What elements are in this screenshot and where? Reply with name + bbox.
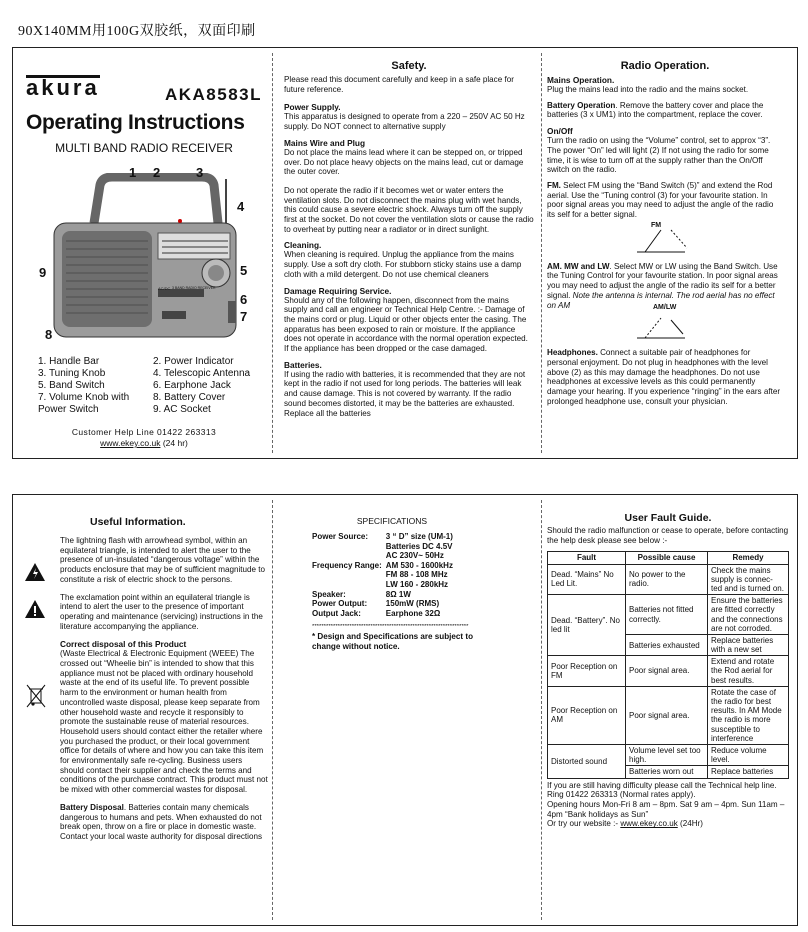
useful-info-panel [22, 516, 268, 866]
page-title: Operating Instructions [26, 111, 245, 134]
table-row: Poor Reception on AM Poor signal area. Rotate the case of the radio for best results. In AM Mode the radio is more susceptible to interference [548, 686, 789, 744]
fold-line [272, 53, 273, 453]
specs-note: * Design and Specifications are subject to change without notice. [312, 632, 474, 652]
callout-4: 4 [237, 199, 245, 214]
help-website: www.ekey.co.uk (24 hr) [100, 438, 188, 448]
radio-band-label: AC/DC [158, 286, 171, 291]
specifications-panel [312, 516, 538, 656]
fm-antenna-diagram: FM [547, 220, 783, 258]
section-body: Do not place the mains lead where it can be stepped on, or tripped over. Do not place heavy objects on the mains lead, cut or damage the outer cover. [284, 147, 524, 177]
spec-row: Frequency Range: AM 530 - 1600kHz FM 88 - 108 MHz LW 160 - 280kHz [312, 560, 453, 589]
fault-table [547, 551, 789, 778]
callout-7: 7 [240, 309, 248, 324]
headphones-para: Headphones. Connect a suitable pair of headphones for personal enjoyment. Do not plug in headphones with the level above (2) as this may damage the headphones. Do not use headphones at excessive levels as this could permanently damage your hearing. If you experience “ringing” in the ears after prolonged headphone use, consult your physician. [547, 348, 781, 406]
section-heading: Cleaning. [284, 240, 322, 251]
table-row: Dead. “Mains” No Led Lit. No power to the radio. Check the mains supply is connec- ted and is turned on. [548, 564, 789, 595]
part-8: 8. Battery Cover [153, 392, 226, 403]
weee-heading: Correct disposal of this Product [60, 639, 187, 650]
page-subtitle: MULTI BAND RADIO RECEIVER [55, 141, 233, 155]
mains-heading: Mains Operation. [547, 75, 615, 85]
radio-op-title: Radio Operation. [620, 60, 710, 72]
callout-1: 1 [129, 165, 137, 180]
crossed-bin-icon [26, 683, 46, 709]
table-row: Batteries exhausted Replace batteries with a new set [548, 634, 789, 655]
callout-5: 5 [240, 263, 248, 278]
section-heading: Batteries. [284, 359, 322, 370]
radio-name-label: 3 BAND RADIO RECEIVER [172, 286, 216, 290]
specs-title: SPECIFICATIONS [356, 516, 428, 526]
spec-row: Power Source: 3 “ D” size (UM-1) Batteries DC 4.5V AC 230V~ 50Hz [312, 532, 453, 561]
table-row: Poor Reception on FM Poor signal area. Extend and rotate the Rod aerial for best results. [548, 656, 789, 687]
fault-header-row: Fault Possible cause Remedy [548, 552, 789, 564]
opening-hours: Opening hours Mon-Fri 8 am – 8pm. Sat 9 am – 4pm. Sun 11am – 4pm “Bank holidays as Sun” [547, 799, 785, 819]
lightning-warning-icon [24, 562, 46, 582]
part-6: 6. Earphone Jack [153, 380, 231, 391]
specs-rule: ******************************************************************* [312, 624, 469, 631]
callout-2: 2 [153, 165, 161, 180]
specs-table [312, 532, 457, 618]
section-heading: Mains Wire and Plug [284, 137, 366, 148]
onoff-body: Turn the radio on using the “Volume” control, set to approx “3”. The power “On” led will light (2) If not using the radio for some time, it is wise to turn off at the supply rather than the On/Off switch on the radio. [547, 136, 771, 175]
fault-outro: If you are still having difficulty please call the Technical help line. Ring 01422 263313 (Normal rates apply). [547, 780, 777, 800]
table-row: Dead. “Battery”. No led lit Batteries not fitted correctly. Ensure the batteries are fitted correctly and the connections are not corroded. [548, 595, 789, 635]
callout-9: 9 [39, 265, 47, 280]
fold-line [541, 53, 542, 453]
section-body: If using the radio with batteries, it is recommended that they are not kept in the radio if not used for long periods. The batteries will leak and cause damage. This is not covered by warranty. If the radio sound becomes distorted, it may be the batteries are exhausted. Replace all the batteries [284, 369, 526, 418]
exclamation-warning-icon [24, 599, 46, 619]
useful-title: Useful Information. [90, 516, 186, 528]
section-body: Should any of the following happen, disconnect from the mains supply and call an engineer or Technical Help Centre. :- Damage of the mains cord or plug. Liquid or other objects enter the casing. The apparatus has been exposed to rain or moisture. If the appliance does not operate in accordance with the normal operation expected. If the appliance has been dropped or the case damaged. [284, 295, 528, 354]
battery-para: Battery Operation. Remove the battery cover and place the batteries (3 x UM1) into the compartment, replace the cover. [547, 100, 764, 120]
am-para: AM. MW and LW. Select MW or LW using the Band Switch. Use the Tuning Control for your favourite station. In poor signal areas you may need to adjust the angle of the radio its self for a better signal. Note the antenna is internal. The rod aerial has no effect on AM [547, 261, 778, 310]
fm-para: FM. Select FM using the “Band Switch (5)” and extend the Rod aerial. Use the “Tuning control (3) for your favourite station. In poor signal areas you may need to adjust the angle of the radio its self for a better signal. [547, 180, 774, 220]
help-line: Customer Help Line 01422 263313 [71, 427, 217, 437]
section-heading: Damage Requiring Service. [284, 285, 392, 296]
fold-line [272, 500, 273, 920]
cover-panel [20, 55, 268, 455]
part-2: 2. Power Indicator [153, 356, 234, 367]
weee-body: (Waste Electrical & Electronic Equipment (WEEE) The crossed out “Wheelie bin” is intended to show that this appliance must not be placed with ordinary household waste at the end of its useful life. To prevent possible harm to the environment or human health from uncontrolled waste disposal, please keep separate from other household waste and recycle it responsibly to promote the sustainable reuse of material resources. Household users should contact either the retailer where you purchased the product, or their local government office for details of where and how you can take this item for environmentally safe re-cycling. Business users should contact their supplier and check the terms and conditions of the purchase contract. This product must not be mixed with other commercial wastes for disposal. [60, 649, 268, 795]
part-5: 5. Band Switch [38, 380, 105, 391]
fold-line [541, 500, 542, 920]
website-line: Or try our website :- www.ekey.co.uk (24Hr) [547, 819, 703, 829]
callout-3: 3 [196, 165, 204, 180]
fault-intro: Should the radio malfunction or cease to operate, before contacting the help desk please see below :- [547, 526, 789, 545]
brand-logo: akura [26, 75, 100, 100]
section-body: Do not operate the radio if it becomes wet or water enters the ventilation slots. Do not disconnect the mains plug with wet hands, this could cause a severe electric shock. Always turn off the supply first at the socket. Do not cover the ventilation slots or cause the radio to overheat by putting near a radiator or in direct sunlight. [284, 185, 534, 234]
part-4: 4. Telescopic Antenna [153, 368, 251, 379]
safety-panel [284, 60, 534, 454]
part-1: 1. Handle Bar [38, 356, 100, 367]
am-antenna-diagram: AM/LW [547, 310, 783, 346]
spec-row: Power Output: 150mW (RMS) [312, 599, 440, 609]
safety-title: Safety. [391, 60, 427, 72]
print-spec-header: 90X140MM用100G双胶纸，双面印刷 [18, 24, 256, 39]
radio-illustration [34, 173, 244, 343]
part-9: 9. AC Socket [153, 404, 211, 415]
fault-website-link[interactable]: www.ekey.co.uk [620, 819, 678, 829]
section-body: This apparatus is designed to operate from a 220 – 250V AC 50 Hz supply. Do NOT connect to alternative supply [284, 112, 525, 132]
mains-body: Plug the mains lead into the radio and the mains socket. [547, 85, 749, 94]
model-number: AKA8583L [164, 85, 262, 104]
section-heading: Power Supply. [284, 102, 341, 113]
safety-intro: Please read this document carefully and keep in a safe place for future reference. [284, 75, 514, 94]
spec-row: Output Jack: Earphone 32Ω [312, 608, 441, 618]
table-row: Distorted sound Volume level set too high. Reduce volume level. [548, 744, 789, 765]
lightning-text: The lightning flash with arrowhead symbol, within an equilateral triangle, is intended to alert the user to the presence of un-insulated “dangerous voltage” within the products enclosure that may be of sufficient magnitude to constitute a risk of electric shock to the persons. [60, 536, 266, 584]
fault-guide-panel [547, 512, 789, 842]
part-3: 3. Tuning Knob [38, 368, 106, 379]
fault-title: User Fault Guide. [624, 512, 712, 524]
section-body: When cleaning is required. Unplug the appliance from the mains supply. Use a soft dry cloth. For stubborn sticky stains use a damp cloth with a mild detergent. Do not use chemical cleaners [284, 250, 522, 279]
callout-6: 6 [240, 292, 248, 307]
callout-8: 8 [45, 327, 53, 342]
radio-operation-panel [547, 60, 783, 454]
part-7: 7. Volume Knob with Power Switch [38, 392, 130, 415]
spec-row: Speaker: 8Ω 1W [312, 589, 411, 599]
table-row: Batteries worn out Replace batteries [548, 766, 789, 778]
battery-disposal-para: Battery Disposal. Batteries contain many chemicals dangerous to humans and pets. When exhausted do not break open, throw on a fire or place in domestic waste. Contact your local waste authority for disposal directions [60, 802, 262, 841]
exclamation-text: The exclamation point within an equilateral triangle is intend to alert the user to the presence of important operating and maintenance (servicing) instructions in the literature accompanying the appliance. [60, 592, 263, 631]
website-link[interactable]: www.ekey.co.uk [100, 438, 161, 448]
onoff-heading: On/Off [547, 126, 573, 137]
